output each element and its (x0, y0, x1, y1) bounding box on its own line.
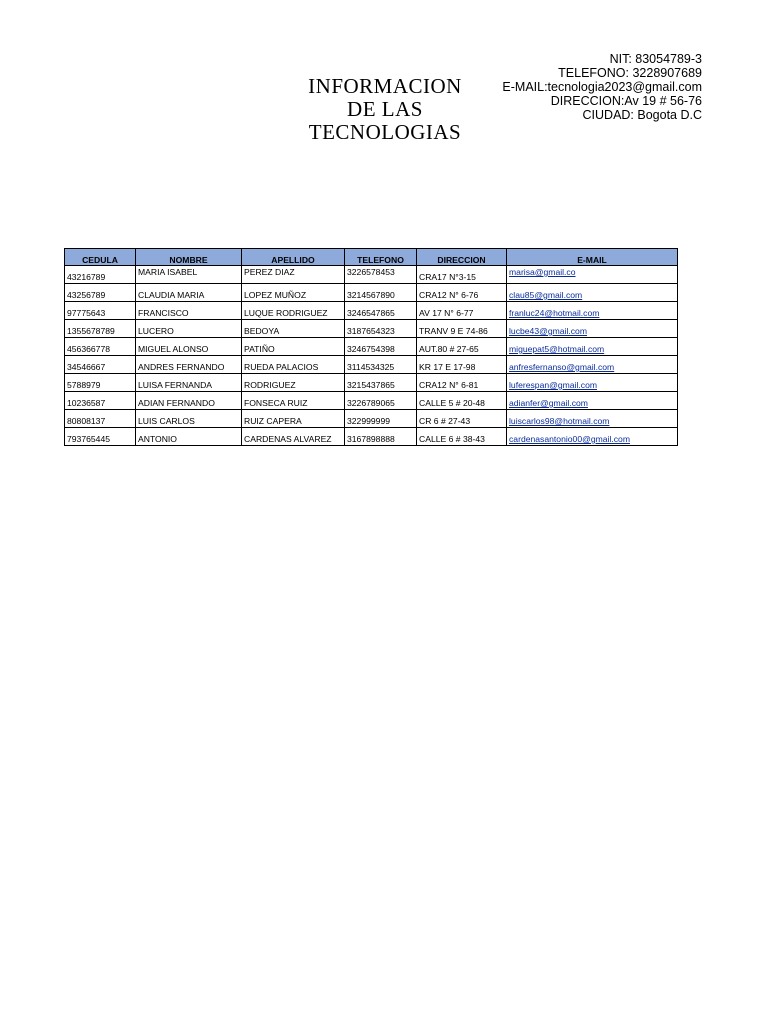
cell-nombre: ADIAN FERNANDO (136, 392, 242, 410)
table-row (65, 356, 678, 374)
table-row (65, 392, 678, 410)
cell-telefono: 3246547865 (345, 302, 417, 320)
company-direccion: DIRECCION:Av 19 # 56-76 (550, 94, 702, 108)
cell-cedula: 34546667 (65, 356, 136, 374)
cell-nombre: LUIS CARLOS (136, 410, 242, 428)
table-row (65, 302, 678, 320)
cell-direccion: AUT.80 # 27-65 (417, 338, 507, 356)
cell-apellido: LUQUE RODRIGUEZ (242, 302, 345, 320)
email-link[interactable]: cardenasantonio00@gmail.com (509, 434, 630, 444)
table-row (65, 410, 678, 428)
cell-direccion: CRA12 N° 6-81 (417, 374, 507, 392)
cell-direccion: CR 6 # 27-43 (417, 410, 507, 428)
cell-telefono: 3226578453 (345, 266, 417, 284)
cell-apellido: CARDENAS ALVAREZ (242, 428, 345, 446)
email-link[interactable]: luferespan@gmail.com (509, 380, 598, 390)
title-line: INFORMACION (308, 74, 462, 98)
cell-nombre: FRANCISCO (136, 302, 242, 320)
cell-apellido: RUIZ CAPERA (242, 410, 345, 428)
cell-cedula: 5788979 (65, 374, 136, 392)
email-link[interactable]: miguepat5@hotmail.com (509, 344, 605, 354)
company-nit: NIT: 83054789-3 (609, 52, 702, 66)
cell-nombre: MARIA ISABEL (136, 266, 242, 284)
cell-cedula: 10236587 (65, 392, 136, 410)
header-telefono: TELEFONO (345, 249, 417, 266)
company-ciudad: CIUDAD: Bogota D.C (582, 108, 702, 122)
cell-telefono: 3187654323 (345, 320, 417, 338)
cell-telefono: 3114534325 (345, 356, 417, 374)
cell-telefono: 3214567890 (345, 284, 417, 302)
cell-cedula: 793765445 (65, 428, 136, 446)
email-link[interactable]: lucbe43@gmail.com (509, 326, 587, 336)
company-telefono: TELEFONO: 3228907689 (558, 66, 702, 80)
cell-direccion: CRA17 N°3-15 (417, 266, 507, 284)
cell-apellido: PEREZ DIAZ (242, 266, 345, 284)
table-row (65, 284, 678, 302)
cell-apellido: LOPEZ MUÑOZ (242, 284, 345, 302)
title-line: TECNOLOGIAS (308, 120, 462, 144)
cell-cedula: 1355678789 (65, 320, 136, 338)
table-row (65, 338, 678, 356)
email-link[interactable]: adianfer@gmail.com (509, 398, 588, 408)
cell-nombre: ANDRES FERNANDO (136, 356, 242, 374)
cell-telefono: 3215437865 (345, 374, 417, 392)
company-email: E-MAIL:tecnologia2023@gmail.com (502, 80, 702, 94)
cell-direccion: CALLE 5 # 20-48 (417, 392, 507, 410)
header-email: E-MAIL (507, 249, 678, 266)
cell-cedula: 43216789 (65, 266, 136, 284)
cell-cedula: 456366778 (65, 338, 136, 356)
cell-cedula: 80808137 (65, 410, 136, 428)
email-link[interactable]: luiscarlos98@hotmail.com (509, 416, 610, 426)
table-row (65, 374, 678, 392)
email-link[interactable]: marisa@gmail.co (509, 267, 576, 277)
people-table (64, 248, 678, 446)
cell-apellido: FONSECA RUIZ (242, 392, 345, 410)
cell-apellido: BEDOYA (242, 320, 345, 338)
email-link[interactable]: franluc24@hotmail.com (509, 308, 600, 318)
header-apellido: APELLIDO (242, 249, 345, 266)
cell-direccion: AV 17 N° 6-77 (417, 302, 507, 320)
cell-telefono: 3246754398 (345, 338, 417, 356)
email-link[interactable]: anfresfernanso@gmail.com (509, 362, 615, 372)
cell-telefono: 322999999 (345, 410, 417, 428)
cell-direccion: CRA12 N° 6-76 (417, 284, 507, 302)
cell-nombre: CLAUDIA MARIA (136, 284, 242, 302)
cell-nombre: LUISA FERNANDA (136, 374, 242, 392)
cell-apellido: RODRIGUEZ (242, 374, 345, 392)
document-title (290, 75, 480, 144)
cell-direccion: KR 17 E 17-98 (417, 356, 507, 374)
title-line: DE LAS (347, 97, 423, 121)
header-cedula: CEDULA (65, 249, 136, 266)
table-row (65, 266, 678, 284)
email-link[interactable]: clau85@gmail.com (509, 290, 583, 300)
cell-cedula: 97775643 (65, 302, 136, 320)
header-direccion: DIRECCION (417, 249, 507, 266)
cell-apellido: PATIÑO (242, 338, 345, 356)
cell-direccion: TRANV 9 E 74-86 (417, 320, 507, 338)
cell-apellido: RUEDA PALACIOS (242, 356, 345, 374)
cell-direccion: CALLE 6 # 38-43 (417, 428, 507, 446)
cell-nombre: LUCERO (136, 320, 242, 338)
cell-nombre: MIGUEL ALONSO (136, 338, 242, 356)
cell-telefono: 3226789065 (345, 392, 417, 410)
table-header-row (65, 249, 678, 266)
company-info (502, 52, 702, 122)
cell-telefono: 3167898888 (345, 428, 417, 446)
table-row (65, 320, 678, 338)
cell-cedula: 43256789 (65, 284, 136, 302)
cell-nombre: ANTONIO (136, 428, 242, 446)
header-nombre: NOMBRE (136, 249, 242, 266)
table-row (65, 428, 678, 446)
